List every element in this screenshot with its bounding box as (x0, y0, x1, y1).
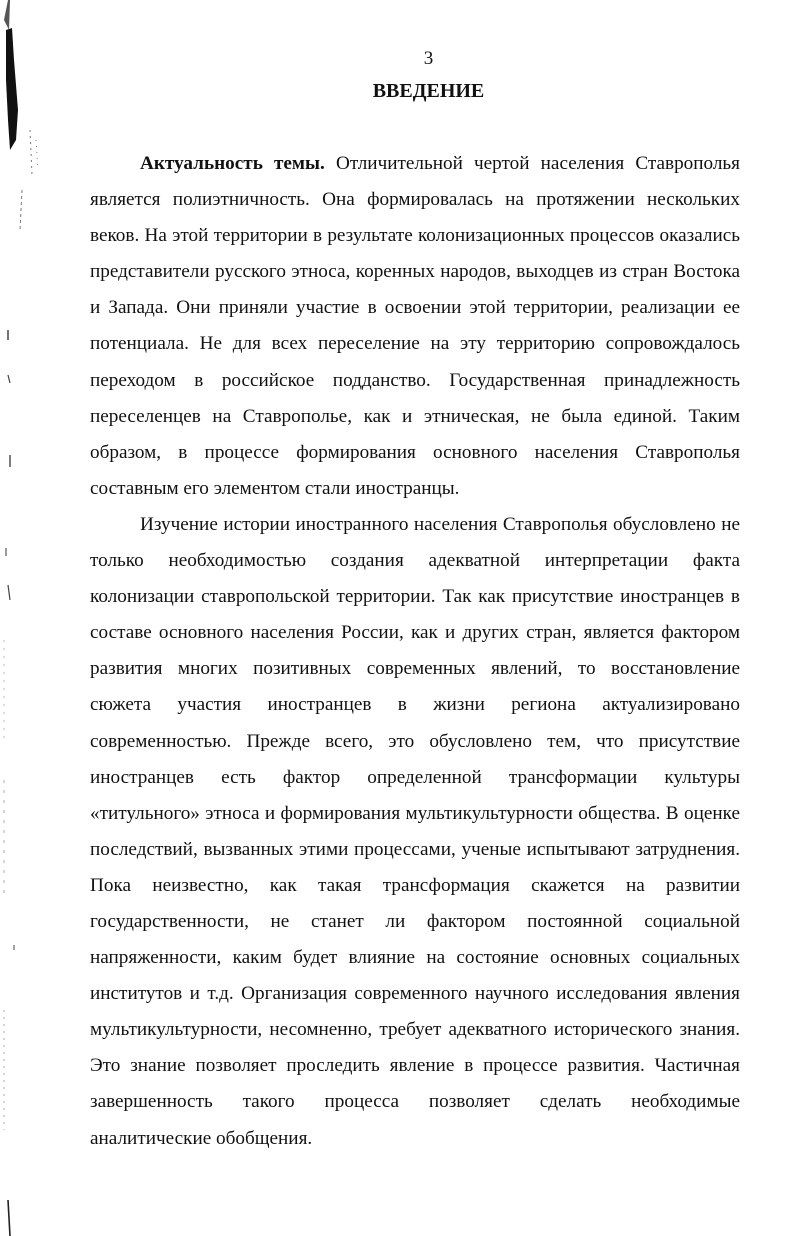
paragraph-text: Изучение истории иностранного населения Ставрополья обусловлено не только необходимостью создания адекватной интерпретации факта колонизации ставропольской территории. Так как присутствие иностранцев в составе основного населения России, как и других стран, является фактором развития многих позитивных современных явлений, то восстановление сюжета участия иностранцев в жизни региона актуализировано современностью. Прежде всего, это обусловлено тем, что присутствие иностранцев есть фактор определенной трансформации культуры «титульного» этноса и формирования мультикультурности общества. В оценке последствий, вызванных этими процессами, ученые испытывают затруднения. Пока неизвестно, как такая трансформация скажется на развитии государственности, не станет ли фактором постоянной социальной напряженности, каким будет влияние на состояние основных социальных институтов и т.д. Организация современного научного исследования явления мультикультурности, несомненно, требует адекватного исторического знания. Это знание позволяет проследить явление в процессе развития. Частичная завершенность такого процесса позволяет сделать необходимые аналитические обобщения. (90, 513, 740, 1149)
body-text (90, 146, 740, 1157)
scan-edge-artifact (0, 0, 44, 1236)
paragraph-text: Отличительной чертой населения Ставрополья является полиэтничность. Она формировалась на протяжении нескольких веков. На этой территории в результате колонизационных процессов оказались представители русского этноса, коренных народов, выходцев из стран Востока и Запада. Они приняли участие в освоении этой территории, реализации ее потенциала. Не для всех переселение на эту территорию сопровождалось переходом в российское подданство. Государственная принадлежность переселенцев на Ставрополье, как и этническая, не была единой. Таким образом, в процессе формирования основного населения Ставрополья составным его элементом стали иностранцы. (90, 153, 741, 499)
paragraph-study (90, 507, 740, 1157)
paragraph-relevance (90, 146, 740, 507)
section-heading: ВВЕДЕНИЕ (372, 80, 485, 102)
paragraph-lead: Актуальность темы. (140, 153, 325, 174)
page-number: 3 (423, 48, 434, 69)
